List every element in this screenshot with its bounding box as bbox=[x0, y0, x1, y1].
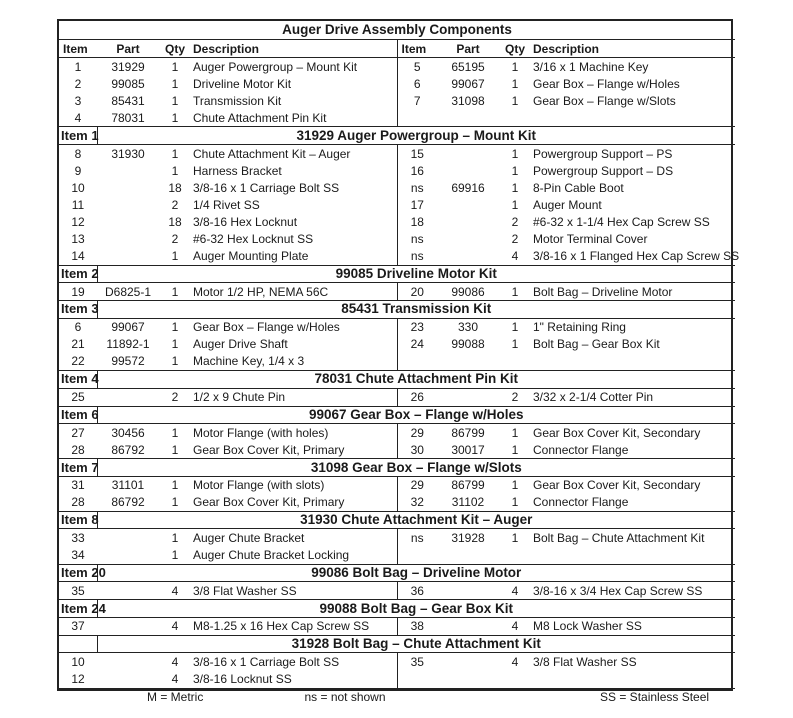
section-header-row bbox=[59, 635, 735, 653]
item-number: ns bbox=[397, 230, 437, 247]
item-number bbox=[397, 353, 437, 371]
quantity: 1 bbox=[171, 163, 179, 178]
table-row bbox=[59, 109, 735, 127]
quantity: 2 bbox=[511, 231, 519, 246]
item-number: 12 bbox=[71, 671, 85, 686]
description: Gear Box Cover Kit, Secondary bbox=[533, 425, 701, 440]
section-title: 31929 Auger Powergroup – Mount Kit bbox=[97, 127, 735, 145]
item-number: 2 bbox=[74, 76, 82, 91]
table-row bbox=[59, 144, 735, 162]
column-header-part: Part bbox=[437, 40, 499, 58]
description: Bolt Bag – Gear Box Kit bbox=[533, 337, 660, 352]
section-item-label: Item 20 bbox=[61, 564, 106, 580]
table-row bbox=[59, 476, 735, 494]
quantity bbox=[499, 109, 531, 127]
section-item-label: Item 2 bbox=[61, 265, 99, 281]
description: 3/8-16 Hex Locknut bbox=[193, 214, 298, 229]
part-number: 86799 bbox=[451, 478, 485, 493]
item-number: 27 bbox=[71, 425, 85, 440]
description: Chute Attachment Pin Kit bbox=[193, 110, 327, 125]
description: Auger Powergroup – Mount Kit bbox=[193, 59, 358, 74]
section-item-label: Item 1 bbox=[61, 127, 99, 143]
quantity: 1 bbox=[171, 442, 179, 457]
description: Powergroup Support – DS bbox=[533, 163, 674, 178]
description bbox=[531, 109, 735, 127]
section-header-row bbox=[59, 265, 735, 283]
part-number bbox=[97, 529, 159, 547]
section-header-row bbox=[59, 600, 735, 618]
table-row bbox=[59, 529, 735, 547]
quantity: 4 bbox=[511, 654, 519, 669]
item-number: ns bbox=[397, 529, 437, 547]
part-number: 31101 bbox=[111, 478, 145, 493]
part-number: 99085 bbox=[111, 76, 145, 91]
item-number: ns bbox=[397, 248, 437, 266]
quantity: 18 bbox=[168, 180, 182, 195]
quantity: 1 bbox=[511, 180, 519, 195]
part-number: D6825-1 bbox=[104, 284, 152, 299]
quantity: 4 bbox=[511, 583, 519, 598]
legend-not-shown: ns = not shown bbox=[191, 688, 499, 706]
section-header-row bbox=[59, 564, 735, 582]
description: 1/2 x 9 Chute Pin bbox=[193, 390, 286, 405]
quantity: 1 bbox=[171, 93, 179, 108]
section-title: 31098 Gear Box – Flange w/Slots bbox=[97, 459, 735, 477]
section-header-row bbox=[59, 459, 735, 477]
item-number: 20 bbox=[397, 283, 437, 301]
description: Connector Flange bbox=[533, 442, 629, 457]
quantity: 4 bbox=[171, 583, 179, 598]
section-title: 99067 Gear Box – Flange w/Holes bbox=[97, 406, 735, 424]
part-number bbox=[437, 670, 499, 688]
item-number: 13 bbox=[71, 231, 85, 246]
quantity: 1 bbox=[511, 76, 519, 91]
quantity: 2 bbox=[511, 214, 519, 229]
part-number: 30017 bbox=[451, 442, 485, 457]
description: M8-1.25 x 16 Hex Cap Screw SS bbox=[193, 619, 370, 634]
item-number: 8 bbox=[74, 146, 82, 161]
description: Transmission Kit bbox=[193, 93, 282, 108]
table-row bbox=[59, 441, 735, 459]
quantity: 1 bbox=[171, 495, 179, 510]
item-number: 3 bbox=[74, 93, 82, 108]
description: Driveline Motor Kit bbox=[193, 76, 292, 91]
item-number: 35 bbox=[71, 583, 85, 598]
description: Motor Terminal Cover bbox=[533, 231, 648, 246]
quantity: 1 bbox=[171, 110, 179, 125]
table-row bbox=[59, 653, 735, 671]
table-row bbox=[59, 353, 735, 371]
quantity: 1 bbox=[171, 320, 179, 335]
description: Gear Box – Flange w/Slots bbox=[533, 93, 676, 108]
table-row bbox=[59, 336, 735, 353]
quantity: 18 bbox=[168, 214, 182, 229]
part-number bbox=[437, 582, 499, 600]
description: 3/8-16 x 1 Flanged Hex Cap Screw SS bbox=[533, 249, 740, 264]
table-row bbox=[59, 670, 735, 688]
item-number: 10 bbox=[71, 654, 85, 669]
section-item-label: Item 6 bbox=[61, 406, 99, 422]
item-number: 12 bbox=[71, 214, 85, 229]
table-row bbox=[59, 179, 735, 196]
column-header-part: Part bbox=[97, 40, 159, 58]
description: Connector Flange bbox=[533, 495, 629, 510]
quantity: 1 bbox=[171, 425, 179, 440]
description bbox=[531, 353, 735, 371]
part-number bbox=[97, 653, 159, 671]
components-table bbox=[59, 21, 740, 706]
section-header-row bbox=[59, 406, 735, 424]
item-number: 17 bbox=[397, 196, 437, 213]
column-header-row bbox=[59, 40, 735, 58]
part-number bbox=[437, 547, 499, 565]
description bbox=[531, 670, 735, 688]
description: Motor Flange (with slots) bbox=[193, 478, 325, 493]
table-title-row bbox=[59, 21, 735, 40]
item-number: 31 bbox=[71, 478, 85, 493]
item-number: 19 bbox=[71, 284, 85, 299]
section-item-label: Item 24 bbox=[61, 600, 106, 616]
item-number: 33 bbox=[71, 531, 85, 546]
item-number: 5 bbox=[397, 58, 437, 76]
column-header-item: Item bbox=[397, 40, 437, 58]
part-number: 31102 bbox=[451, 495, 485, 510]
part-number: 99086 bbox=[451, 284, 485, 299]
item-number: 35 bbox=[397, 653, 437, 671]
section-title: 78031 Chute Attachment Pin Kit bbox=[97, 371, 735, 389]
part-number bbox=[437, 213, 499, 230]
table-row bbox=[59, 388, 735, 406]
description: Machine Key, 1/4 x 3 bbox=[193, 354, 305, 369]
section-header-row bbox=[59, 371, 735, 389]
part-number bbox=[437, 196, 499, 213]
quantity: 1 bbox=[511, 59, 519, 74]
description: 3/16 x 1 Machine Key bbox=[533, 59, 649, 74]
description: Gear Box – Flange w/Holes bbox=[533, 76, 680, 91]
part-number bbox=[97, 230, 159, 247]
section-title: 85431 Transmission Kit bbox=[97, 301, 735, 319]
section-title: 31928 Bolt Bag – Chute Attachment Kit bbox=[97, 635, 735, 653]
item-number: 14 bbox=[71, 249, 85, 264]
item-number: 24 bbox=[397, 336, 437, 353]
item-number: 28 bbox=[71, 495, 85, 510]
description: Motor 1/2 HP, NEMA 56C bbox=[193, 284, 329, 299]
item-number: ns bbox=[397, 179, 437, 196]
table-row bbox=[59, 58, 735, 76]
part-number: 85431 bbox=[111, 93, 145, 108]
table-row bbox=[59, 547, 735, 565]
quantity: 1 bbox=[171, 59, 179, 74]
description: Bolt Bag – Chute Attachment Kit bbox=[533, 531, 705, 546]
table-row bbox=[59, 617, 735, 635]
description: 3/8-16 Locknut SS bbox=[193, 671, 292, 686]
quantity: 1 bbox=[171, 548, 179, 563]
section-title: 99086 Bolt Bag – Driveline Motor bbox=[97, 564, 735, 582]
item-number bbox=[397, 670, 437, 688]
table-row bbox=[59, 283, 735, 301]
item-number: 21 bbox=[71, 337, 85, 352]
quantity: 1 bbox=[171, 76, 179, 91]
part-number bbox=[437, 353, 499, 371]
column-header-item: Item bbox=[59, 40, 97, 58]
part-number: 78031 bbox=[111, 110, 145, 125]
item-number: 23 bbox=[397, 318, 437, 336]
quantity: 4 bbox=[511, 619, 519, 634]
description: Gear Box – Flange w/Holes bbox=[193, 320, 340, 335]
part-number: 99067 bbox=[451, 76, 485, 91]
quantity: 4 bbox=[171, 671, 179, 686]
part-number: 99572 bbox=[111, 354, 145, 369]
quantity: 1 bbox=[171, 146, 179, 161]
part-number bbox=[97, 388, 159, 406]
legend-row bbox=[59, 688, 735, 706]
item-number: 6 bbox=[397, 75, 437, 92]
item-number: 36 bbox=[397, 582, 437, 600]
column-header-description: Description bbox=[531, 40, 735, 58]
section-item-label: Item 7 bbox=[61, 459, 99, 475]
quantity: 1 bbox=[511, 320, 519, 335]
part-number bbox=[97, 670, 159, 688]
description bbox=[531, 547, 735, 565]
item-number: 16 bbox=[397, 162, 437, 179]
part-number: 86799 bbox=[451, 425, 485, 440]
item-number: 37 bbox=[71, 619, 85, 634]
item-number: 11 bbox=[71, 197, 85, 212]
description: Auger Chute Bracket bbox=[193, 531, 305, 546]
table-row bbox=[59, 92, 735, 109]
part-number bbox=[97, 582, 159, 600]
table-row bbox=[59, 196, 735, 213]
section-header-row bbox=[59, 301, 735, 319]
part-number: 31929 bbox=[111, 59, 145, 74]
column-header-description: Description bbox=[191, 40, 397, 58]
part-number bbox=[437, 144, 499, 162]
quantity bbox=[499, 353, 531, 371]
quantity: 1 bbox=[171, 354, 179, 369]
description: 3/8 Flat Washer SS bbox=[193, 583, 297, 598]
quantity: 4 bbox=[171, 619, 179, 634]
quantity: 1 bbox=[511, 146, 519, 161]
quantity: 1 bbox=[171, 531, 179, 546]
quantity: 1 bbox=[171, 337, 179, 352]
part-number bbox=[437, 617, 499, 635]
item-number: 30 bbox=[397, 441, 437, 459]
item-number: 28 bbox=[71, 442, 85, 457]
description: #6-32 Hex Locknut SS bbox=[193, 231, 314, 246]
item-number: 29 bbox=[397, 476, 437, 494]
part-number: 330 bbox=[457, 320, 479, 335]
quantity: 4 bbox=[171, 654, 179, 669]
part-number: 11892-1 bbox=[106, 337, 150, 352]
table-row bbox=[59, 318, 735, 336]
part-number bbox=[437, 388, 499, 406]
part-number bbox=[97, 617, 159, 635]
quantity: 1 bbox=[511, 531, 519, 546]
description: Gear Box Cover Kit, Primary bbox=[193, 495, 345, 510]
quantity: 2 bbox=[511, 390, 519, 405]
description: Auger Chute Bracket Locking bbox=[193, 548, 350, 563]
quantity: 1 bbox=[511, 442, 519, 457]
part-number: 69916 bbox=[451, 180, 485, 195]
quantity bbox=[499, 547, 531, 565]
item-number: 26 bbox=[397, 388, 437, 406]
section-header-row bbox=[59, 511, 735, 529]
quantity: 1 bbox=[511, 478, 519, 493]
part-number: 30456 bbox=[111, 425, 145, 440]
legend-stainless-steel: SS = Stainless Steel bbox=[499, 688, 735, 706]
part-number: 31928 bbox=[451, 531, 485, 546]
item-number bbox=[397, 109, 437, 127]
table-row bbox=[59, 75, 735, 92]
description: Bolt Bag – Driveline Motor bbox=[533, 284, 673, 299]
table-row bbox=[59, 230, 735, 247]
description: Motor Flange (with holes) bbox=[193, 425, 329, 440]
description: M8 Lock Washer SS bbox=[533, 619, 642, 634]
section-title: 99085 Driveline Motor Kit bbox=[97, 265, 735, 283]
description: 8-Pin Cable Boot bbox=[533, 180, 624, 195]
description: #6-32 x 1-1/4 Hex Cap Screw SS bbox=[533, 214, 710, 229]
part-number: 65195 bbox=[451, 59, 485, 74]
quantity: 4 bbox=[511, 249, 519, 264]
quantity: 1 bbox=[511, 163, 519, 178]
item-number: 7 bbox=[397, 92, 437, 109]
part-number bbox=[437, 162, 499, 179]
part-number: 86792 bbox=[111, 442, 145, 457]
quantity: 1 bbox=[511, 197, 519, 212]
section-title: 99088 Bolt Bag – Gear Box Kit bbox=[97, 600, 735, 618]
part-number bbox=[437, 109, 499, 127]
quantity: 2 bbox=[171, 197, 179, 212]
item-number: 9 bbox=[74, 163, 82, 178]
quantity: 1 bbox=[511, 425, 519, 440]
part-number bbox=[97, 162, 159, 179]
quantity: 2 bbox=[171, 231, 179, 246]
section-title: 31930 Chute Attachment Kit – Auger bbox=[97, 511, 735, 529]
item-number: 4 bbox=[74, 110, 82, 125]
column-header-qty: Qty bbox=[499, 40, 531, 58]
description: Auger Mounting Plate bbox=[193, 249, 309, 264]
section-item-label: Item 4 bbox=[61, 371, 99, 387]
item-number: 29 bbox=[397, 424, 437, 442]
description: Gear Box Cover Kit, Primary bbox=[193, 442, 345, 457]
item-number: 25 bbox=[71, 390, 85, 405]
part-number bbox=[437, 248, 499, 266]
part-number bbox=[437, 230, 499, 247]
description: 1" Retaining Ring bbox=[533, 320, 626, 335]
part-number bbox=[437, 653, 499, 671]
part-number: 86792 bbox=[111, 495, 145, 510]
item-number: 1 bbox=[74, 59, 82, 74]
part-number bbox=[97, 196, 159, 213]
description: Gear Box Cover Kit, Secondary bbox=[533, 478, 701, 493]
legend-metric: M = Metric bbox=[59, 688, 191, 706]
item-number: 38 bbox=[397, 617, 437, 635]
quantity: 1 bbox=[511, 337, 519, 352]
table-row bbox=[59, 494, 735, 512]
quantity bbox=[499, 670, 531, 688]
part-number bbox=[97, 547, 159, 565]
description: Auger Mount bbox=[533, 197, 602, 212]
quantity: 1 bbox=[171, 478, 179, 493]
item-number: 18 bbox=[397, 213, 437, 230]
part-number: 31930 bbox=[111, 146, 145, 161]
item-number: 22 bbox=[71, 354, 85, 369]
table-row bbox=[59, 248, 735, 266]
table-row bbox=[59, 213, 735, 230]
section-item-label bbox=[59, 635, 97, 653]
part-number: 99067 bbox=[111, 320, 145, 335]
section-item-label: Item 3 bbox=[61, 301, 99, 317]
part-number bbox=[97, 248, 159, 266]
description: 3/8 Flat Washer SS bbox=[533, 654, 637, 669]
quantity: 1 bbox=[511, 284, 519, 299]
part-number bbox=[97, 179, 159, 196]
components-table-frame bbox=[57, 19, 740, 705]
description: 3/8-16 x 1 Carriage Bolt SS bbox=[193, 180, 340, 195]
part-number: 31098 bbox=[451, 93, 485, 108]
item-number: 6 bbox=[74, 320, 82, 335]
table-row bbox=[59, 162, 735, 179]
description: 3/8-16 x 1 Carriage Bolt SS bbox=[193, 654, 340, 669]
quantity: 1 bbox=[171, 284, 179, 299]
column-header-qty: Qty bbox=[159, 40, 191, 58]
item-number: 34 bbox=[71, 548, 85, 563]
description: 1/4 Rivet SS bbox=[193, 197, 260, 212]
quantity: 1 bbox=[511, 495, 519, 510]
item-number: 15 bbox=[397, 144, 437, 162]
item-number: 32 bbox=[397, 494, 437, 512]
item-number bbox=[397, 547, 437, 565]
part-number bbox=[97, 213, 159, 230]
table-row bbox=[59, 424, 735, 442]
quantity: 1 bbox=[171, 249, 179, 264]
description: Chute Attachment Kit – Auger bbox=[193, 146, 351, 161]
item-number: 10 bbox=[71, 180, 85, 195]
description: Harness Bracket bbox=[193, 163, 282, 178]
table-title: Auger Drive Assembly Components bbox=[59, 21, 735, 40]
description: 3/8-16 x 3/4 Hex Cap Screw SS bbox=[533, 583, 703, 598]
section-item-label: Item 8 bbox=[61, 512, 99, 528]
table-row bbox=[59, 582, 735, 600]
description: 3/32 x 2-1/4 Cotter Pin bbox=[533, 390, 654, 405]
description: Powergroup Support – PS bbox=[533, 146, 673, 161]
quantity: 1 bbox=[511, 93, 519, 108]
part-number: 99088 bbox=[451, 337, 485, 352]
description: Auger Drive Shaft bbox=[193, 337, 288, 352]
section-header-row bbox=[59, 127, 735, 145]
quantity: 2 bbox=[171, 390, 179, 405]
